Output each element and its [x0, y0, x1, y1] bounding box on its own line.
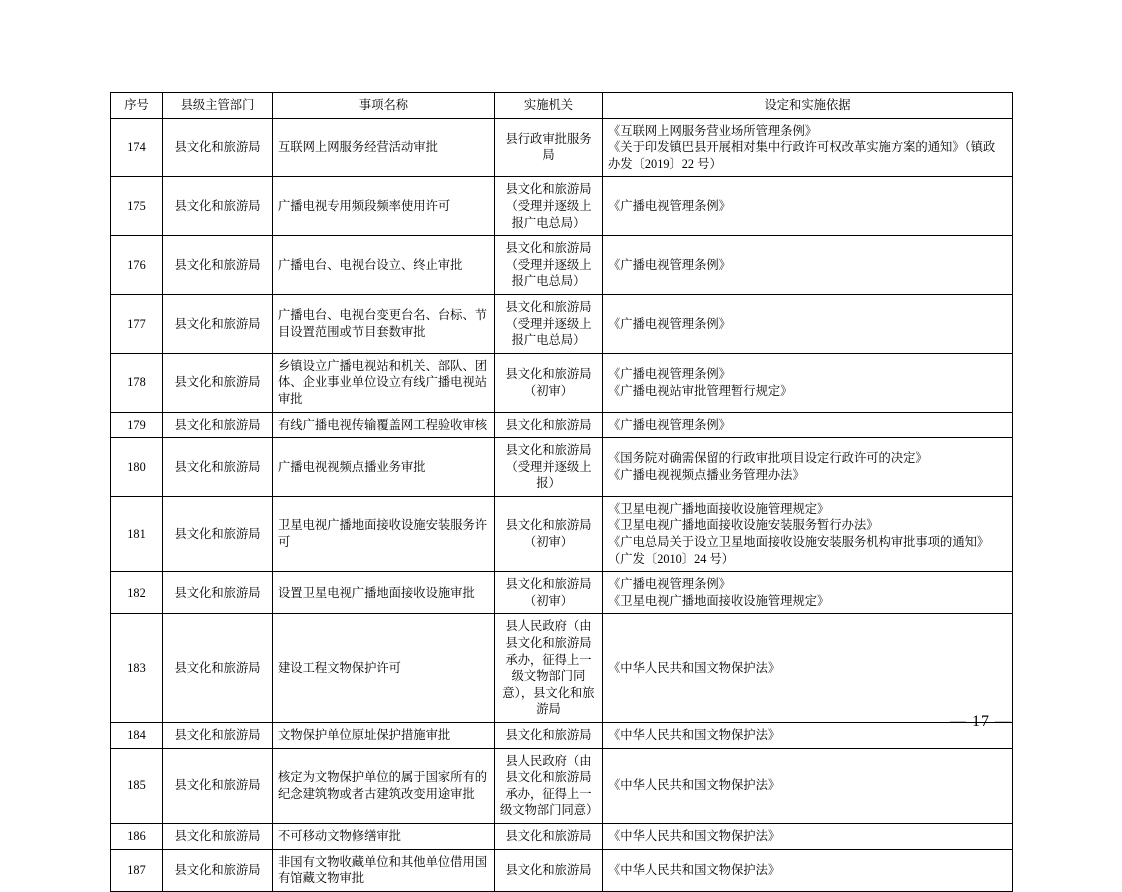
cell-implementing-organ: 县人民政府（由县文化和旅游局承办，征得上一级文物部门同意），县文化和旅游局 [495, 614, 603, 723]
cell-legal-basis [603, 823, 1013, 849]
cell-department: 县文化和旅游局 [163, 353, 273, 412]
cell-legal-basis [603, 118, 1013, 177]
table-row [111, 748, 1013, 823]
cell-item-name: 建设工程文物保护许可 [273, 614, 495, 723]
legal-basis-line: 《中华人民共和国文物保护法》 [608, 660, 781, 675]
cell-implementing-organ: 县文化和旅游局（受理并逐级上报广电总局） [495, 236, 603, 295]
table-row [111, 118, 1013, 177]
legal-basis-line: 《中华人民共和国文物保护法》 [608, 728, 781, 742]
cell-legal-basis [603, 412, 1013, 438]
cell-department: 县文化和旅游局 [163, 823, 273, 849]
legal-basis-line: 《广播电视视频点播业务管理办法》 [608, 467, 805, 482]
cell-implementing-organ: 县文化和旅游局（受理并逐级上报） [495, 438, 603, 497]
column-header-dept: 县级主管部门 [163, 93, 273, 119]
legal-basis-line: 《卫星电视广播地面接收设施安装服务暂行办法》 [608, 518, 879, 533]
cell-item-name: 非国有文物收藏单位和其他单位借用国有馆藏文物审批 [273, 849, 495, 891]
cell-implementing-organ: 县文化和旅游局（初审） [495, 353, 603, 412]
cell-implementing-organ: 县文化和旅游局（受理并逐级上报广电总局） [495, 177, 603, 236]
legal-basis-line: 《广播电视管理条例》 [608, 367, 731, 382]
table-row [111, 438, 1013, 497]
legal-basis-line: 《广播电视管理条例》 [608, 316, 731, 331]
table-row [111, 294, 1013, 353]
cell-department: 县文化和旅游局 [163, 614, 273, 723]
cell-department: 县文化和旅游局 [163, 748, 273, 823]
cell-implementing-organ: 县行政审批服务局 [495, 118, 603, 177]
table-row [111, 723, 1013, 749]
cell-department: 县文化和旅游局 [163, 118, 273, 177]
cell-item-name: 广播电视视频点播业务审批 [273, 438, 495, 497]
cell-implementing-organ: 县文化和旅游局 [495, 723, 603, 749]
cell-item-name: 设置卫星电视广播地面接收设施审批 [273, 572, 495, 614]
cell-item-name: 广播电台、电视台变更台名、台标、节目设置范围或节目套数审批 [273, 294, 495, 353]
cell-legal-basis [603, 236, 1013, 295]
cell-item-name: 乡镇设立广播电视站和机关、部队、团体、企业事业单位设立有线广播电视站审批 [273, 353, 495, 412]
table-row [111, 177, 1013, 236]
cell-department: 县文化和旅游局 [163, 177, 273, 236]
cell-serial-number: 187 [111, 849, 163, 891]
legal-basis-line: 《互联网上网服务营业场所管理条例》 [608, 123, 818, 138]
cell-serial-number: 180 [111, 438, 163, 497]
cell-implementing-organ: 县人民政府（由县文化和旅游局承办，征得上一级文物部门同意） [495, 748, 603, 823]
table-header [111, 93, 1013, 119]
column-header-item: 事项名称 [273, 93, 495, 119]
cell-legal-basis [603, 496, 1013, 571]
cell-implementing-organ: 县文化和旅游局 [495, 412, 603, 438]
column-header-basis: 设定和实施依据 [603, 93, 1013, 119]
administrative-items-table [110, 92, 1013, 892]
legal-basis-line: 《广播电视管理条例》 [608, 198, 731, 213]
legal-basis-line: 《中华人民共和国文物保护法》 [608, 862, 781, 877]
table-row [111, 849, 1013, 891]
table-row [111, 823, 1013, 849]
legal-basis-line: 《广播电视管理条例》 [608, 257, 731, 272]
cell-legal-basis [603, 294, 1013, 353]
cell-legal-basis [603, 614, 1013, 723]
cell-department: 县文化和旅游局 [163, 849, 273, 891]
cell-item-name: 互联网上网服务经营活动审批 [273, 118, 495, 177]
table-body [111, 118, 1013, 891]
cell-item-name: 广播电视专用频段频率使用许可 [273, 177, 495, 236]
legal-basis-line: 《中华人民共和国文物保护法》 [608, 778, 781, 793]
cell-serial-number: 178 [111, 353, 163, 412]
page-number: — 17 — [950, 713, 1012, 730]
legal-basis-line: 《广电总局关于设立卫星地面接收设施安装服务机构审批事项的通知》（广发〔2010〕24 号） [608, 535, 990, 566]
cell-implementing-organ: 县文化和旅游局（受理并逐级上报广电总局） [495, 294, 603, 353]
legal-basis-line: 《广播电视管理条例》 [608, 577, 731, 592]
cell-legal-basis [603, 438, 1013, 497]
cell-serial-number: 182 [111, 572, 163, 614]
table-header-row [111, 93, 1013, 119]
cell-department: 县文化和旅游局 [163, 572, 273, 614]
legal-basis-line: 《广播电视管理条例》 [608, 417, 731, 432]
cell-department: 县文化和旅游局 [163, 412, 273, 438]
cell-implementing-organ: 县文化和旅游局 [495, 849, 603, 891]
cell-department: 县文化和旅游局 [163, 236, 273, 295]
table-row [111, 353, 1013, 412]
cell-item-name: 有线广播电视传输覆盖网工程验收审核 [273, 412, 495, 438]
cell-serial-number: 179 [111, 412, 163, 438]
cell-legal-basis [603, 849, 1013, 891]
legal-basis-line: 《卫星电视广播地面接收设施管理规定》 [608, 593, 830, 608]
cell-implementing-organ: 县文化和旅游局 [495, 823, 603, 849]
cell-legal-basis [603, 748, 1013, 823]
cell-serial-number: 174 [111, 118, 163, 177]
table-row [111, 496, 1013, 571]
cell-implementing-organ: 县文化和旅游局（初审） [495, 496, 603, 571]
cell-department: 县文化和旅游局 [163, 294, 273, 353]
cell-legal-basis [603, 353, 1013, 412]
legal-basis-line: 《广播电视站审批管理暂行规定》 [608, 383, 793, 398]
column-header-no: 序号 [111, 93, 163, 119]
cell-serial-number: 183 [111, 614, 163, 723]
cell-item-name: 核定为文物保护单位的属于国家所有的纪念建筑物或者古建筑改变用途审批 [273, 748, 495, 823]
table-row [111, 236, 1013, 295]
column-header-org: 实施机关 [495, 93, 603, 119]
table-row [111, 614, 1013, 723]
table-row [111, 572, 1013, 614]
cell-item-name: 文物保护单位原址保护措施审批 [273, 723, 495, 749]
legal-basis-line: 《中华人民共和国文物保护法》 [608, 828, 781, 843]
cell-item-name: 广播电台、电视台设立、终止审批 [273, 236, 495, 295]
cell-item-name: 卫星电视广播地面接收设施安装服务许可 [273, 496, 495, 571]
legal-basis-line: 《国务院对确需保留的行政审批项目设定行政许可的决定》 [608, 451, 928, 466]
legal-basis-line: 《卫星电视广播地面接收设施管理规定》 [608, 501, 830, 516]
cell-item-name: 不可移动文物修缮审批 [273, 823, 495, 849]
cell-legal-basis [603, 572, 1013, 614]
cell-serial-number: 177 [111, 294, 163, 353]
cell-serial-number: 176 [111, 236, 163, 295]
cell-department: 县文化和旅游局 [163, 496, 273, 571]
cell-serial-number: 185 [111, 748, 163, 823]
cell-serial-number: 184 [111, 723, 163, 749]
cell-serial-number: 175 [111, 177, 163, 236]
legal-basis-line: 《关于印发镇巴县开展相对集中行政许可权改革实施方案的通知》（镇政办发〔2019〕22 号） [608, 140, 996, 171]
cell-department: 县文化和旅游局 [163, 723, 273, 749]
cell-implementing-organ: 县文化和旅游局（初审） [495, 572, 603, 614]
cell-serial-number: 186 [111, 823, 163, 849]
cell-legal-basis [603, 177, 1013, 236]
cell-department: 县文化和旅游局 [163, 438, 273, 497]
table-row [111, 412, 1013, 438]
cell-serial-number: 181 [111, 496, 163, 571]
